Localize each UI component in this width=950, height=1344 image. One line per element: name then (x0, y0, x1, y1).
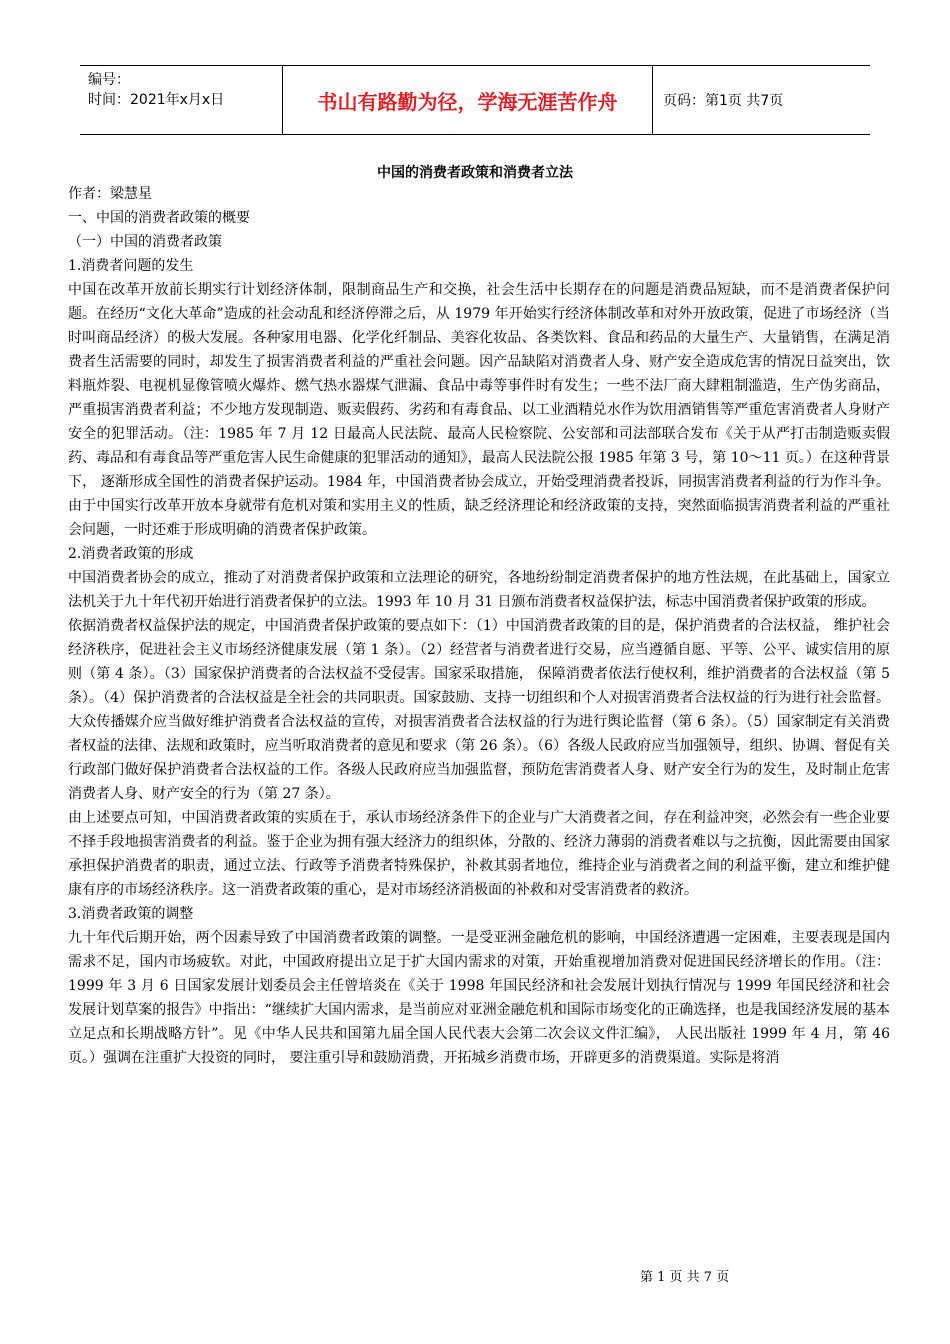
body-paragraph: 依据消费者权益保护法的规定，中国消费者保护政策的要点如下：（1）中国消费者政策的目的是，保护消费者的合法权益， 维护社会经济秩序，促进社会主义市场经济健康发展（第 1 条）。（2）经营者与消费者进行交易，应当遵循自愿、平等、公平、诚实信用的原则（第 4 条）。（3）国家保护消费者的合法权益不受侵害。国家采取措施， 保障消费者依法行使权利，维护消费者的合法权益（第 5 条）。（4）保护消费者的合法权益是全社会的共同职责。国家鼓励、支持一切组织和个人对损害消费者合法权益的行为进行社会监督。大众传播媒介应当做好维护消费者合法权益的宣传，对损害消费者合法权益的行为进行舆论监督（第 6 条）。（5）国家制定有关消费者权益的法律、法规和政策时，应当听取消费者的意见和要求（第 26 条）。（6）各级人民政府应当加强领导，组织、协调、督促有关行政部门做好保护消费者合法权益的工作。各级人民政府应当加强监督，预防危害消费者人身、财产安全行为的发生，及时制止危害消费者人身、财产安全的行为（第 27 条）。 (68, 618, 890, 802)
document-time: 时间：2021年x月x日 (88, 92, 225, 108)
body-paragraph: 中国消费者协会的成立，推动了对消费者保护政策和立法理论的研究，各地纷纷制定消费者保护的地方性法规，在此基础上，国家立法机关于九十年代初开始进行消费者保护的立法。1993 年 10 月 31 日颁布消费者权益保护法，标志中国消费者保护政策的形成。 (68, 570, 890, 610)
subsection-heading: （一）中国的消费者政策 (68, 234, 222, 250)
author-line: 作者：梁慧星 (68, 186, 152, 202)
item-heading: 1.消费者问题的发生 (68, 258, 194, 274)
document-number: 编号： (88, 72, 130, 88)
page-header (80, 65, 870, 135)
document-body (68, 182, 890, 1070)
header-meta (80, 66, 283, 134)
item-heading: 3.消费者政策的调整 (68, 906, 194, 922)
body-paragraph: 九十年代后期开始，两个因素导致了中国消费者政策的调整。一是受亚洲金融危机的影响，中国经济遭遇一定困难，主要表现是国内需求不足，国内市场疲软。对此，中国政府提出立足于扩大国内需求的对策，开始重视增加消费对促进国民经济增长的作用。（注：1999 年 3 月 6 日国家发展计划委员会主任曾培炎在《关于 1998 年国民经济和社会发展计划执行情况与 1999 年国民经济和社会发展计划草案的报告》中指出：“继续扩大国内需求，是当前应对亚洲金融危机和国际市场变化的正确选择，也是我国经济发展的基本立足点和长期战略方针”。见《中华人民共和国第九届全国人民代表大会第二次会议文件汇编》， 人民出版社 1999 年 4 月，第 46 页。）强调在注重扩大投资的同时， 要注重引导和鼓励消费，开拓城乡消费市场，开辟更多的消费渠道。实际是将消 (68, 930, 890, 1066)
header-motto: 书山有路勤为径，学海无涯苦作舟 (283, 66, 653, 134)
page-footer: 第 1 页 共 7 页 (640, 1270, 730, 1285)
document-title: 中国的消费者政策和消费者立法 (377, 165, 573, 181)
body-paragraph: 由上述要点可知，中国消费者政策的实质在于，承认市场经济条件下的企业与广大消费者之间，存在利益冲突，必然会有一些企业要不择手段地损害消费者的利益。鉴于企业为拥有强大经济力的组织体，分散的、经济力薄弱的消费者难以与之抗衡，因此需要由国家承担保护消费者的职责，通过立法、行政等予消费者特殊保护，补救其弱者地位，维持企业与消费者之间的利益平衡，建立和维护健康有序的市场经济秩序。这一消费者政策的重心，是对市场经济消极面的补救和对受害消费者的救济。 (68, 810, 890, 898)
item-heading: 2.消费者政策的形成 (68, 546, 194, 562)
header-page-code: 页码：第1页 共7页 (663, 93, 784, 109)
section-heading: 一、中国的消费者政策的概要 (68, 210, 250, 226)
body-paragraph: 中国在改革开放前长期实行计划经济体制，限制商品生产和交换，社会生活中长期存在的问题是消费品短缺，而不是消费者保护问题。在经历“文化大革命”造成的社会动乱和经济停滞之后，从 1979 年开始实行经济体制改革和对外开放政策，促进了市场经济（当时叫商品经济）的极大发展。各种家用电器、化学化纤制品、美容化妆品、各类饮料、食品和药品的大量生产、大量销售，在满足消费者生活需要的同时，却发生了损害消费者利益的严重社会问题。因产品缺陷对消费者人身、财产安全造成危害的情况日益突出，饮料瓶炸裂、电视机显像管喷火爆炸、燃气热水器煤气泄漏、食品中毒等事件时有发生；一些不法厂商大肆粗制滥造，生产伪劣商品，严重损害消费者利益；不少地方发现制造、贩卖假药、劣药和有毒食品、以工业酒精兑水作为饮用酒销售等严重危害消费者人身财产安全的犯罪活动。（注：1985 年 7 月 12 日最高人民法院、最高人民检察院、公安部和司法部联合发布《关于从严打击制造贩卖假药、毒品和有毒食品等严重危害人民生命健康的犯罪活动的通知》，最高人民法院公报 1985 年第 3 号，第 10～11 页。）在这种背景下， 逐渐形成全国性的消费者保护运动。1984 年，中国消费者协会成立，开始受理消费者投诉，同损害消费者利益的行为作斗争。由于中国实行改革开放本身就带有危机对策和实用主义的性质，缺乏经济理论和经济政策的支持，突然面临损害消费者利益的严重社会问题，一时还难于形成明确的消费者保护政策。 (68, 282, 890, 538)
